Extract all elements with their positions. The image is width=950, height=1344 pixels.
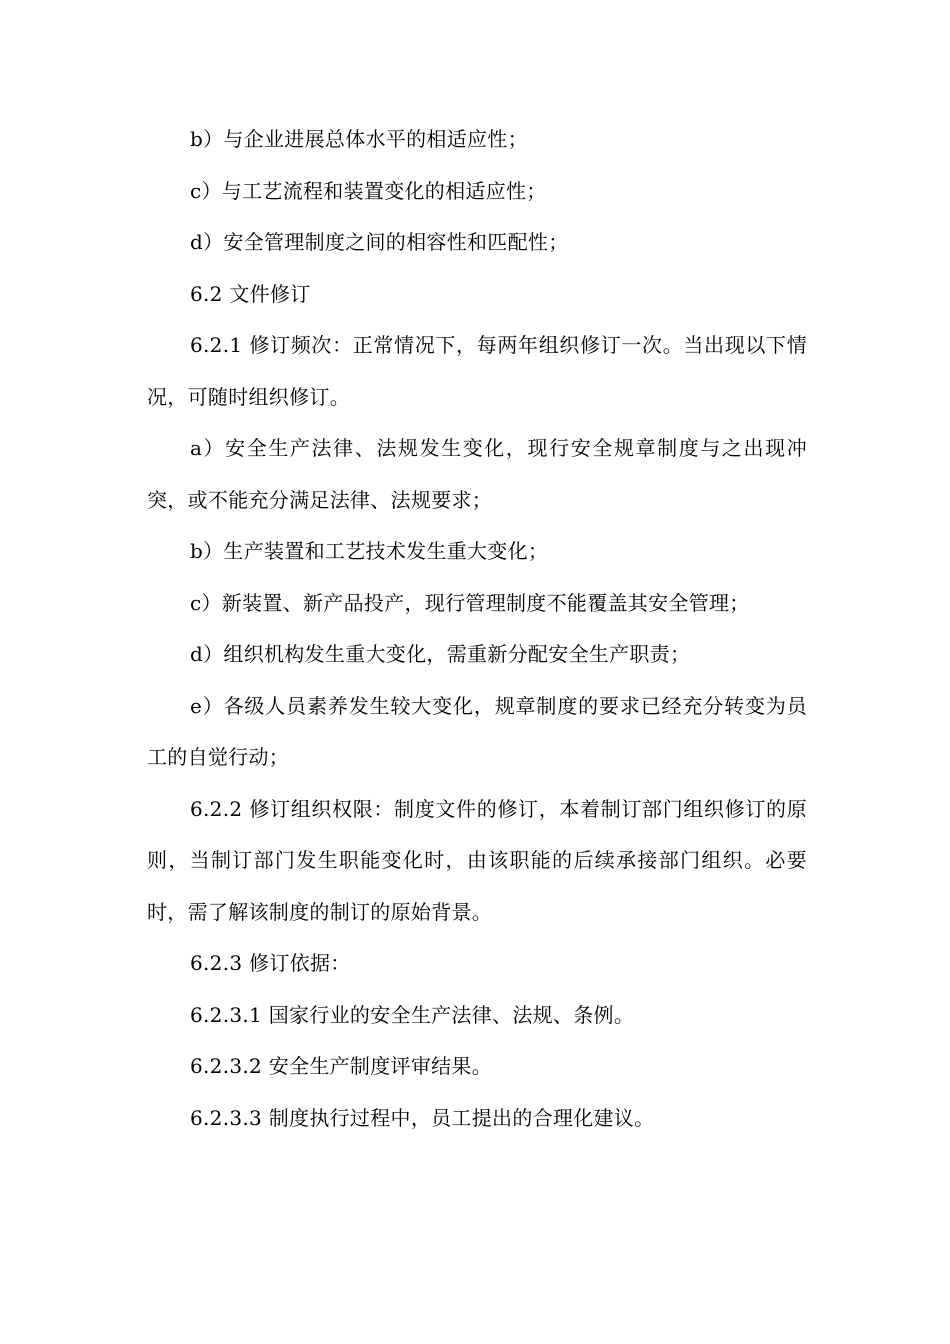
paragraph-6-2-2: 6.2.2 修订组织权限：制度文件的修订，本着制订部门组织修订的原则，当制订部门发生职能变化时，由该职能的后续承接部门组织。必要时，需了解该制度的制订的原始背景。 <box>147 796 807 924</box>
paragraph-item-b-equipment-change: b）生产装置和工艺技术发生重大变化； <box>190 539 549 563</box>
paragraph-item-a-law-change: a）安全生产法律、法规发生变化，现行安全规章制度与之出现冲突，或不能充分满足法律、法规要求； <box>147 436 807 512</box>
paragraph-6-2-3: 6.2.3 修订依据： <box>190 951 351 975</box>
paragraph-item-e-personnel-change: e）各级人员素养发生较大变化，规章制度的要求已经充分转变为员工的自觉行动； <box>147 693 807 769</box>
paragraph-6-2-1: 6.2.1 修订频次：正常情况下，每两年组织修订一次。当出现以下情况，可随时组织修订。 <box>147 333 807 409</box>
section-heading-6-2: 6.2 文件修订 <box>190 281 311 306</box>
paragraph-6-2-3-2: 6.2.3.2 安全生产制度评审结果。 <box>190 1054 493 1078</box>
paragraph-6-2-3-3: 6.2.3.3 制度执行过程中，员工提出的合理化建议。 <box>190 1105 655 1130</box>
paragraph-item-d-organization-change: d）组织机构发生重大变化，需重新分配安全生产职责； <box>190 642 691 666</box>
paragraph-item-c-new-equipment: c）新装置、新产品投产，现行管理制度不能覆盖其安全管理； <box>190 590 750 615</box>
paragraph-item-c-process-adaptability: c）与工艺流程和装置变化的相适应性； <box>190 178 547 203</box>
paragraph-item-d-compatibility: d）安全管理制度之间的相容性和匹配性； <box>190 230 569 254</box>
document-body <box>147 114 807 1144</box>
paragraph-6-2-3-1: 6.2.3.1 国家行业的安全生产法律、法规、条例。 <box>190 1002 635 1027</box>
paragraph-item-b-adaptability: b）与企业进展总体水平的相适应性； <box>190 127 528 151</box>
